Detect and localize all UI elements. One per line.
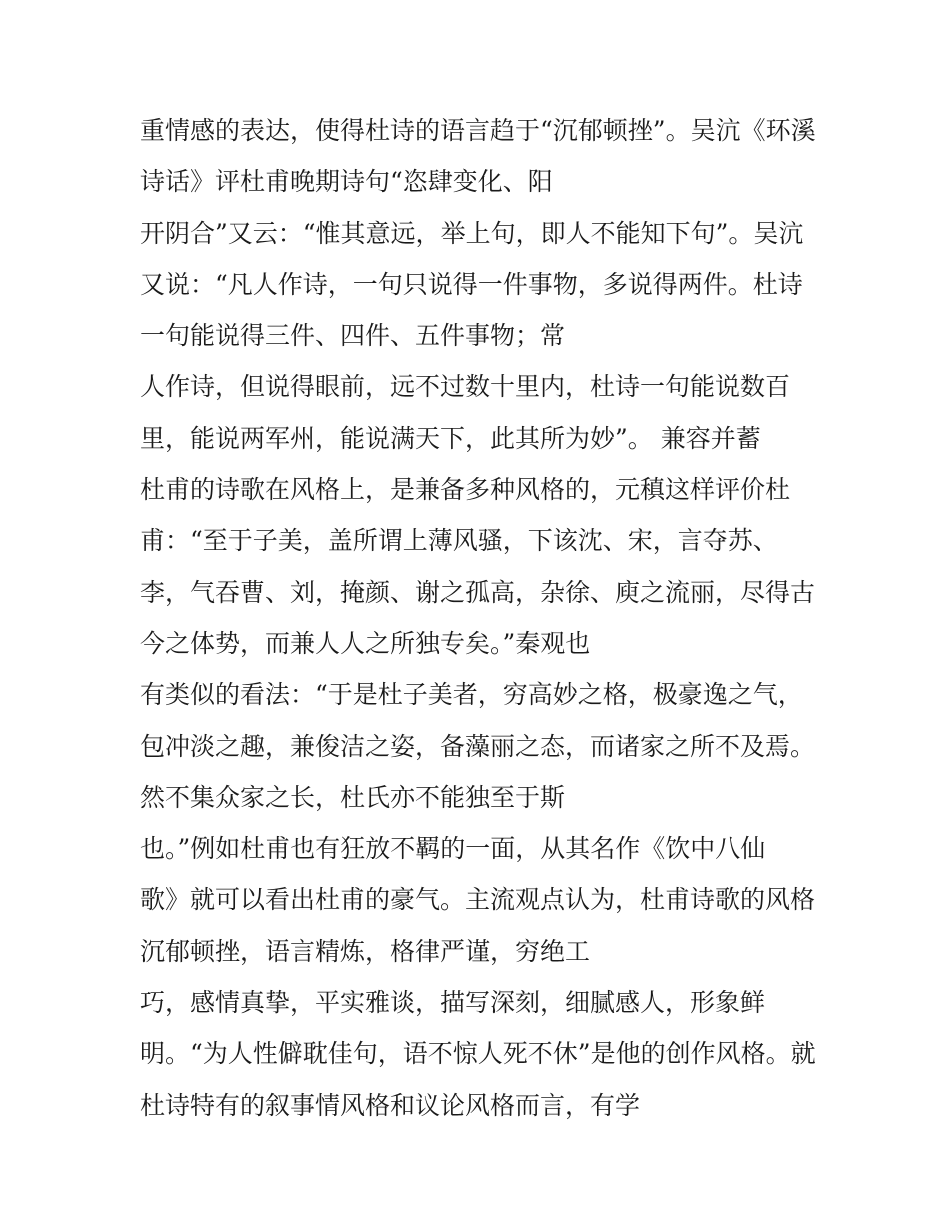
text-line: 里，能说两军州，能说满天下，此其所为妙”。 兼容并蓄 [140,423,761,453]
text-line: 杜甫的诗歌在风格上，是兼备多种风格的，元稹这样评价杜 [140,475,791,505]
text-line: 一句能说得三件、四件、五件事物；常 [140,321,566,351]
text-line: 包冲淡之趣，兼俊洁之姿，备藻丽之态，而诸家之所不及焉。 [140,731,816,761]
text-line: 李，气吞曹、刘，掩颜、谢之孤高，杂徐、庾之流丽，尽得古 [140,577,816,607]
text-line: 沉郁顿挫，语言精炼，格律严谨，穷绝工 [140,936,591,966]
text-line: 歌》就可以看出杜甫的豪气。主流观点认为，杜甫诗歌的风格 [140,885,816,915]
text-line: 有类似的看法：“于是杜子美者，穷高妙之格，极豪逸之气， [140,680,803,710]
text-line: 人作诗，但说得眼前，远不过数十里内，杜诗一句能说数百 [140,372,791,402]
text-line: 今之体势，而兼人人之所独专矣。”秦观也 [140,628,591,658]
text-line: 开阴合”又云：“惟其意远，举上句，即人不能知下句”。吴沆 [140,218,804,248]
text-line: 重情感的表达，使得杜诗的语言趋于“沉郁顿挫”。吴沆《环溪 [140,116,816,145]
text-line: 明。“为人性僻耽佳句，语不惊人死不休”是他的创作风格。就 [140,1039,816,1069]
body-text [140,105,830,1131]
text-line: 又说：“凡人作诗，一句只说得一件事物，多说得两件。杜诗 [140,269,803,299]
text-line: 巧，感情真挚，平实雅谈，描写深刻，细腻感人，形象鲜 [140,988,766,1018]
text-line: 甫：“至于子美，盖所谓上薄风骚，下该沈、宋，言夺苏、 [140,526,778,556]
text-line: 也。”例如杜甫也有狂放不羁的一面，从其名作《饮中八仙 [140,834,766,864]
text-line: 诗话》评杜甫晚期诗句“恣肆变化、阳 [140,167,553,197]
text-line: 然不集众家之长，杜氏亦不能独至于斯 [140,782,566,812]
text-line: 杜诗特有的叙事情风格和议论风格而言，有学 [140,1090,641,1120]
